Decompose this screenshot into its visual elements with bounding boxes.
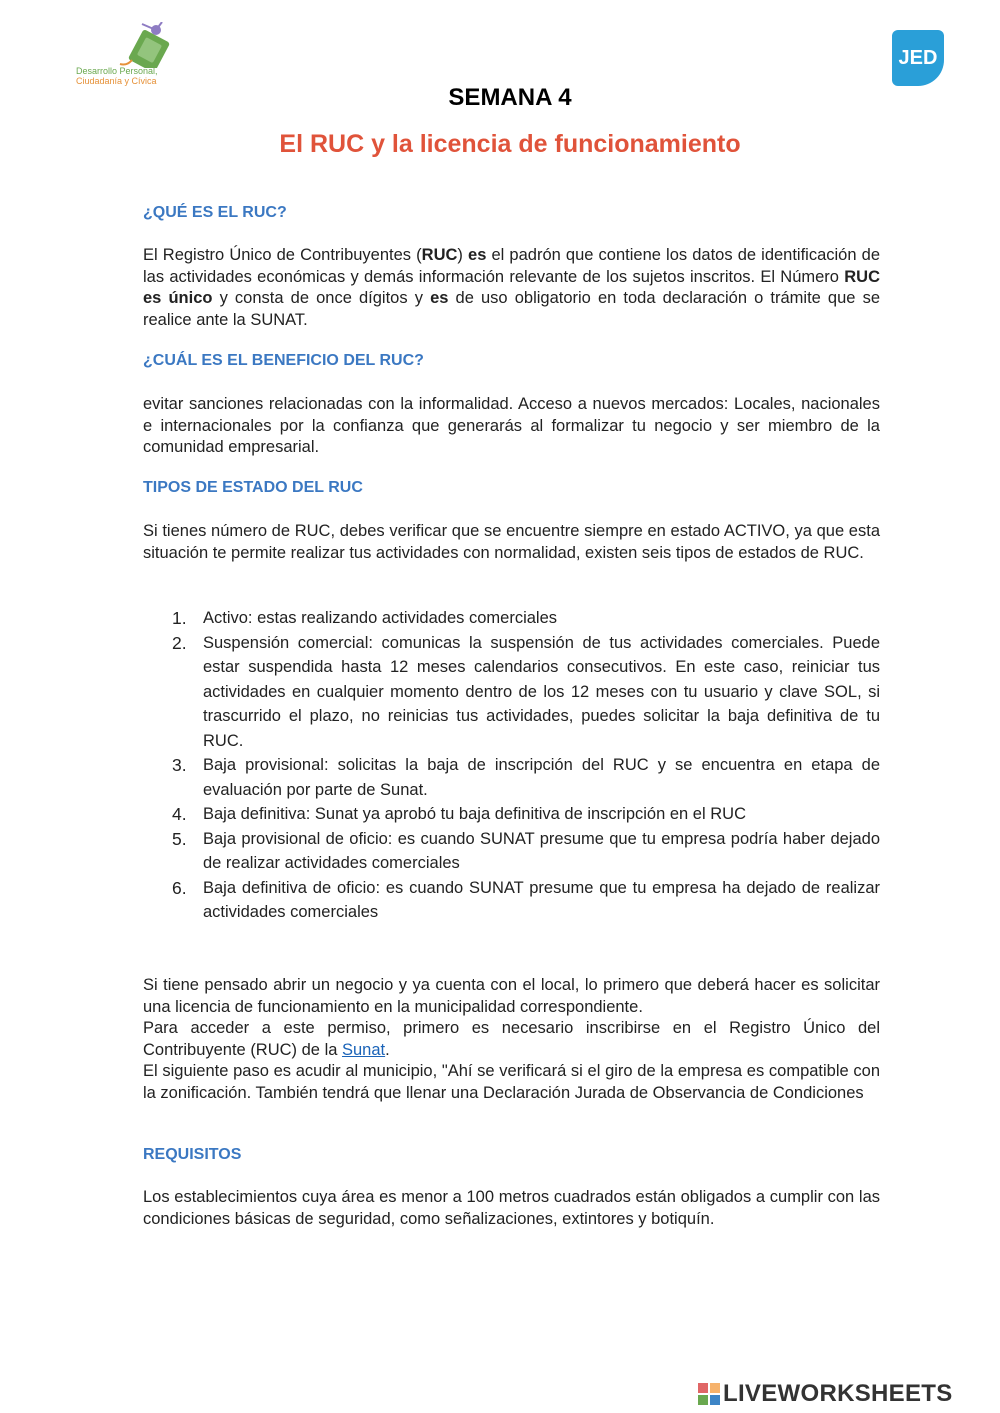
license-p2: Para acceder a este permiso, primero es necesario inscribirse en el Registro Único del Contribuyente (RUC) de la Sunat. bbox=[143, 1019, 880, 1059]
list-item: 6. Baja definitiva de oficio: es cuando SUNAT presume que tu empresa ha dejado de realizar actividades comerciales bbox=[172, 877, 880, 921]
course-logo-icon bbox=[72, 22, 182, 68]
section-heading-benefit: ¿CUÁL ES EL BENEFICIO DEL RUC? bbox=[143, 352, 424, 369]
page-title: El RUC y la licencia de funcionamiento bbox=[279, 130, 741, 158]
states-list bbox=[143, 606, 880, 925]
course-logo-line1: Desarrollo Personal, bbox=[76, 66, 158, 76]
list-item: 4. Baja definitiva: Sunat ya aprobó tu baja definitiva de inscripción en el RUC bbox=[172, 804, 746, 824]
liveworksheets-mark-icon bbox=[697, 1382, 721, 1406]
list-item: 1. Activo: estas realizando actividades comerciales bbox=[172, 608, 558, 628]
jed-logo: JED bbox=[892, 30, 944, 86]
course-logo-line2: Ciudadanía y Cívica bbox=[76, 76, 157, 86]
liveworksheets-logo bbox=[697, 1380, 953, 1408]
paragraph-benefit: evitar sanciones relacionadas con la informalidad. Acceso a nuevos mercados: Locales, nacionales e internacionales por la confianza que generarás al formalizar tu negocio y ser miembro de la comunidad empresarial. bbox=[143, 395, 880, 456]
sunat-link[interactable]: Sunat bbox=[342, 1040, 386, 1059]
list-item: 2. Suspensión comercial: comunicas la suspensión de tus actividades comerciales. Puede estar suspendida hasta 12 meses calendarios consecutivos. En este caso, reiniciar tus actividades en cualquier momento dentro de los 12 meses con tu usuario y clave SOL, si trascurrido el plazo, no reinicias tus actividades, puedes solicitar la baja definitiva de tu RUC. bbox=[172, 632, 880, 750]
license-p3: El siguiente paso es acudir al municipio, "Ahí se verificará si el giro de la empresa es compatible con la zonificación. También tendrá que llenar una Declaración Jurada de Observancia de Condiciones bbox=[143, 1062, 880, 1102]
paragraph-requirements: Los establecimientos cuya área es menor a 100 metros cuadrados están obligados a cumplir con las condiciones básicas de seguridad, como señalizaciones, extintores y botiquín. bbox=[143, 1188, 880, 1228]
section-heading-states: TIPOS DE ESTADO DEL RUC bbox=[143, 479, 363, 496]
list-item: 3. Baja provisional: solicitas la baja de inscripción del RUC y se encuentra en etapa de evaluación por parte de Sunat. bbox=[172, 755, 880, 799]
list-item: 5. Baja provisional de oficio: es cuando SUNAT presume que tu empresa podría haber dejado de realizar actividades comerciales bbox=[172, 828, 880, 872]
license-p1: Si tiene pensado abrir un negocio y ya cuenta con el local, lo primero que deberá hacer es solicitar una licencia de funcionamiento en la municipalidad correspondiente. bbox=[143, 976, 880, 1016]
liveworksheets-wordmark: LIVEWORKSHEETS bbox=[723, 1380, 953, 1407]
section-heading-requirements: REQUISITOS bbox=[143, 1146, 242, 1163]
paragraph-license bbox=[143, 975, 880, 1104]
course-logo bbox=[72, 22, 182, 88]
section-heading-what-is-ruc: ¿QUÉ ES EL RUC? bbox=[143, 204, 287, 221]
paragraph-what-is-ruc: El Registro Único de Contribuyentes (RUC) es el padrón que contiene los datos de identificación de las actividades económicas y demás información relevante de los sujetos inscritos. El Número RUC es único y consta de once dígitos y es de uso obligatorio en toda declaración o trámite que se realice ante la SUNAT. bbox=[143, 246, 880, 329]
week-title: SEMANA 4 bbox=[448, 84, 572, 111]
paragraph-states-intro: Si tienes número de RUC, debes verificar que se encuentre siempre en estado ACTIVO, ya que esta situación te permite realizar tus actividades con normalidad, existen seis tipos de estados de RUC. bbox=[143, 522, 880, 562]
